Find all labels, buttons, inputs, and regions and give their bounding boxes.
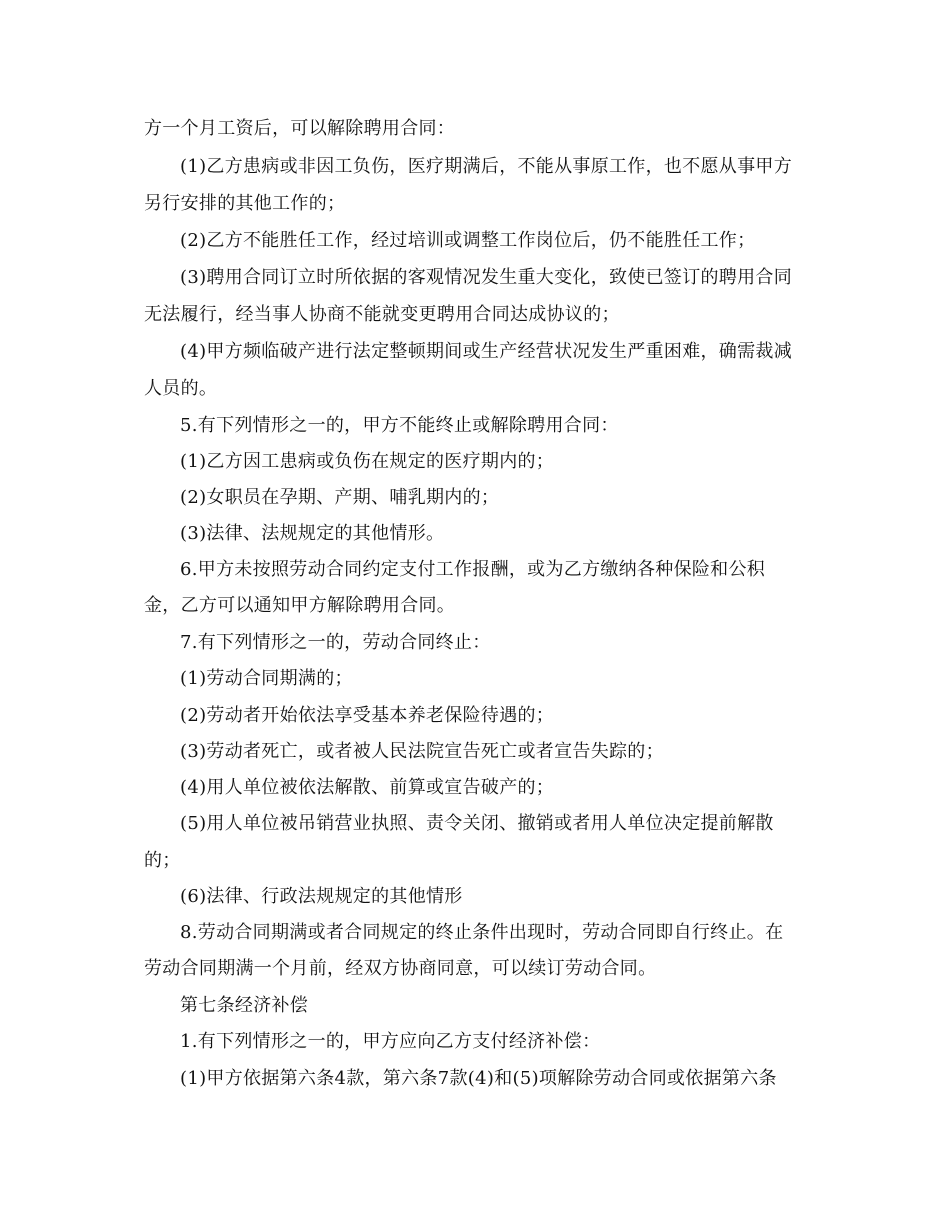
text-line: 7.有下列情形之一的，劳动合同终止： — [180, 632, 491, 653]
text-line: (5)用人单位被吊销营业执照、责令关闭、撤销或者用人单位决定提前解散 — [180, 813, 774, 834]
text-line: (4)甲方频临破产进行法定整顿期间或生产经营状况发生严重困难，确需裁减 — [180, 341, 792, 362]
text-line: 另行安排的其他工作的； — [144, 193, 346, 214]
text-line: 方一个月工资后，可以解除聘用合同： — [144, 118, 456, 139]
section-heading: 第七条经济补偿 — [180, 995, 309, 1016]
text-line: (3)劳动者死亡，或者被人民法院宣告死亡或者宣告失踪的； — [180, 741, 664, 762]
text-line: 8.劳动合同期满或者合同规定的终止条件出现时，劳动合同即自行终止。在 — [180, 922, 784, 943]
text-line: (2)女职员在孕期、产期、哺乳期内的； — [180, 487, 500, 508]
text-line: 5.有下列情形之一的，甲方不能终止或解除聘用合同： — [180, 415, 619, 436]
text-line: (2)乙方不能胜任工作，经过培训或调整工作岗位后，仍不能胜任工作； — [180, 230, 756, 251]
text-line: 金，乙方可以通知甲方解除聘用合同。 — [144, 595, 456, 616]
text-line: (4)用人单位被依法解散、前算或宣告破产的； — [180, 777, 555, 798]
text-line: 1.有下列情形之一的，甲方应向乙方支付经济补偿： — [180, 1031, 601, 1052]
text-line: (1)甲方依据第六条4款，第六条7款(4)和(5)项解除劳动合同或依据第六条 — [180, 1068, 777, 1089]
text-line: (2)劳动者开始依法享受基本养老保险待遇的； — [180, 705, 555, 726]
text-line: 劳动合同期满一个月前，经双方协商同意，可以续订劳动合同。 — [144, 958, 657, 979]
text-line: (3)聘用合同订立时所依据的客观情况发生重大变化，致使已签订的聘用合同 — [180, 267, 792, 288]
text-line: (1)乙方患病或非因工负伤，医疗期满后，不能从事原工作，也不愿从事甲方 — [180, 156, 792, 177]
text-line: (1)劳动合同期满的； — [180, 668, 353, 689]
text-line: (3)法律、法规规定的其他情形。 — [180, 523, 445, 544]
text-line: 人员的。 — [144, 378, 218, 399]
text-line: 的； — [144, 850, 181, 871]
text-line: 无法履行，经当事人协商不能就变更聘用合同达成协议的； — [144, 304, 620, 325]
text-line: 6.甲方未按照劳动合同约定支付工作报酬，或为乙方缴纳各种保险和公积 — [180, 559, 766, 580]
text-line: (6)法律、行政法规规定的其他情形 — [180, 886, 463, 907]
text-line: (1)乙方因工患病或负伤在规定的医疗期内的； — [180, 451, 555, 472]
